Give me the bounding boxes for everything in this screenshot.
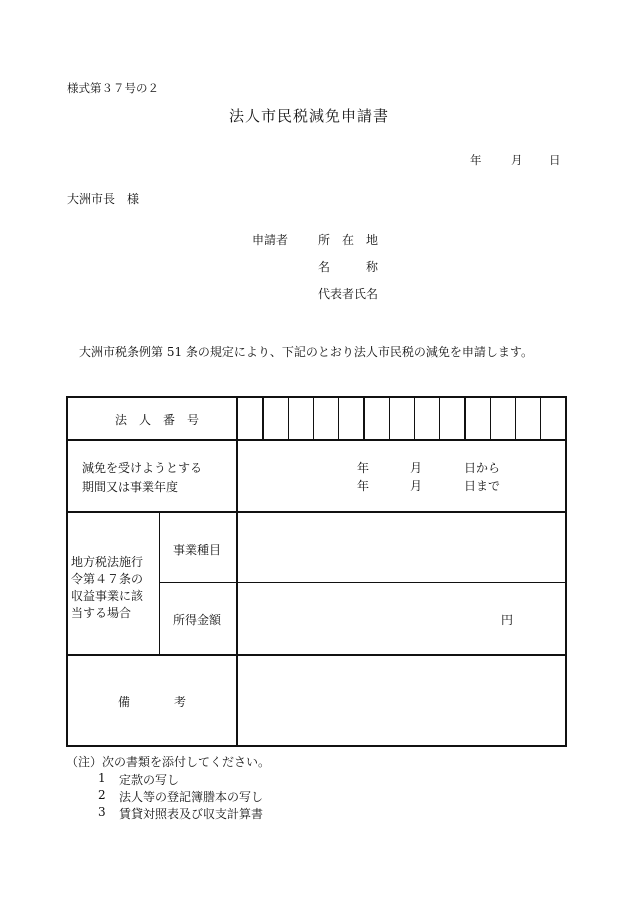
- profit-label-line3: 収益事業に該: [71, 589, 144, 603]
- corp-number-label: 法 人 番 号: [115, 413, 200, 427]
- business-type-label: 事業種目: [173, 543, 222, 557]
- body-paragraph: 大洲市税条例第 51 条の規定により、下記のとおり法人市民税の減免を申請します。: [79, 345, 533, 359]
- note-text: 法人等の登記簿謄本の写し: [119, 790, 264, 804]
- period-label-line1: 減免を受けようとする: [82, 461, 203, 475]
- date-month: 月: [511, 153, 523, 167]
- page-title: 法人市民税減免申請書: [229, 107, 390, 125]
- note-number: 2: [98, 788, 106, 802]
- applicant-representative-label: 代表者氏名: [318, 287, 379, 301]
- applicant-name-label: 名 称: [318, 260, 379, 274]
- profit-label-line1: 地方税法施行: [71, 555, 144, 569]
- period-from-month: 月: [410, 461, 423, 475]
- profit-label-line2: 令第４７条の: [71, 572, 144, 586]
- period-to-year: 年: [357, 479, 370, 493]
- income-label: 所得金額: [173, 613, 222, 627]
- note-text: 賃貸対照表及び収支計算書: [119, 807, 264, 821]
- note-number: 3: [98, 805, 106, 819]
- period-to-month: 月: [410, 479, 423, 493]
- applicant-label: 申請者: [252, 233, 289, 247]
- remarks-label-1: 備: [118, 695, 131, 709]
- remarks-label-2: 考: [174, 695, 187, 709]
- note-text: 定款の写し: [119, 773, 180, 787]
- notes-heading: （注）次の書類を添付してください。: [66, 755, 271, 769]
- date-day: 日: [549, 153, 561, 167]
- addressee: 大洲市長 様: [67, 192, 140, 206]
- period-from-year: 年: [357, 461, 370, 475]
- period-label-line2: 期間又は事業年度: [82, 480, 179, 494]
- note-number: 1: [98, 771, 106, 785]
- form-number: 様式第３７号の２: [67, 81, 159, 95]
- period-from-suffix: 日から: [464, 461, 501, 475]
- date-year: 年: [470, 153, 482, 167]
- period-to-suffix: 日まで: [464, 479, 501, 493]
- income-unit: 円: [501, 613, 514, 627]
- applicant-address-label: 所 在 地: [318, 233, 379, 247]
- profit-label-line4: 当する場合: [71, 606, 132, 620]
